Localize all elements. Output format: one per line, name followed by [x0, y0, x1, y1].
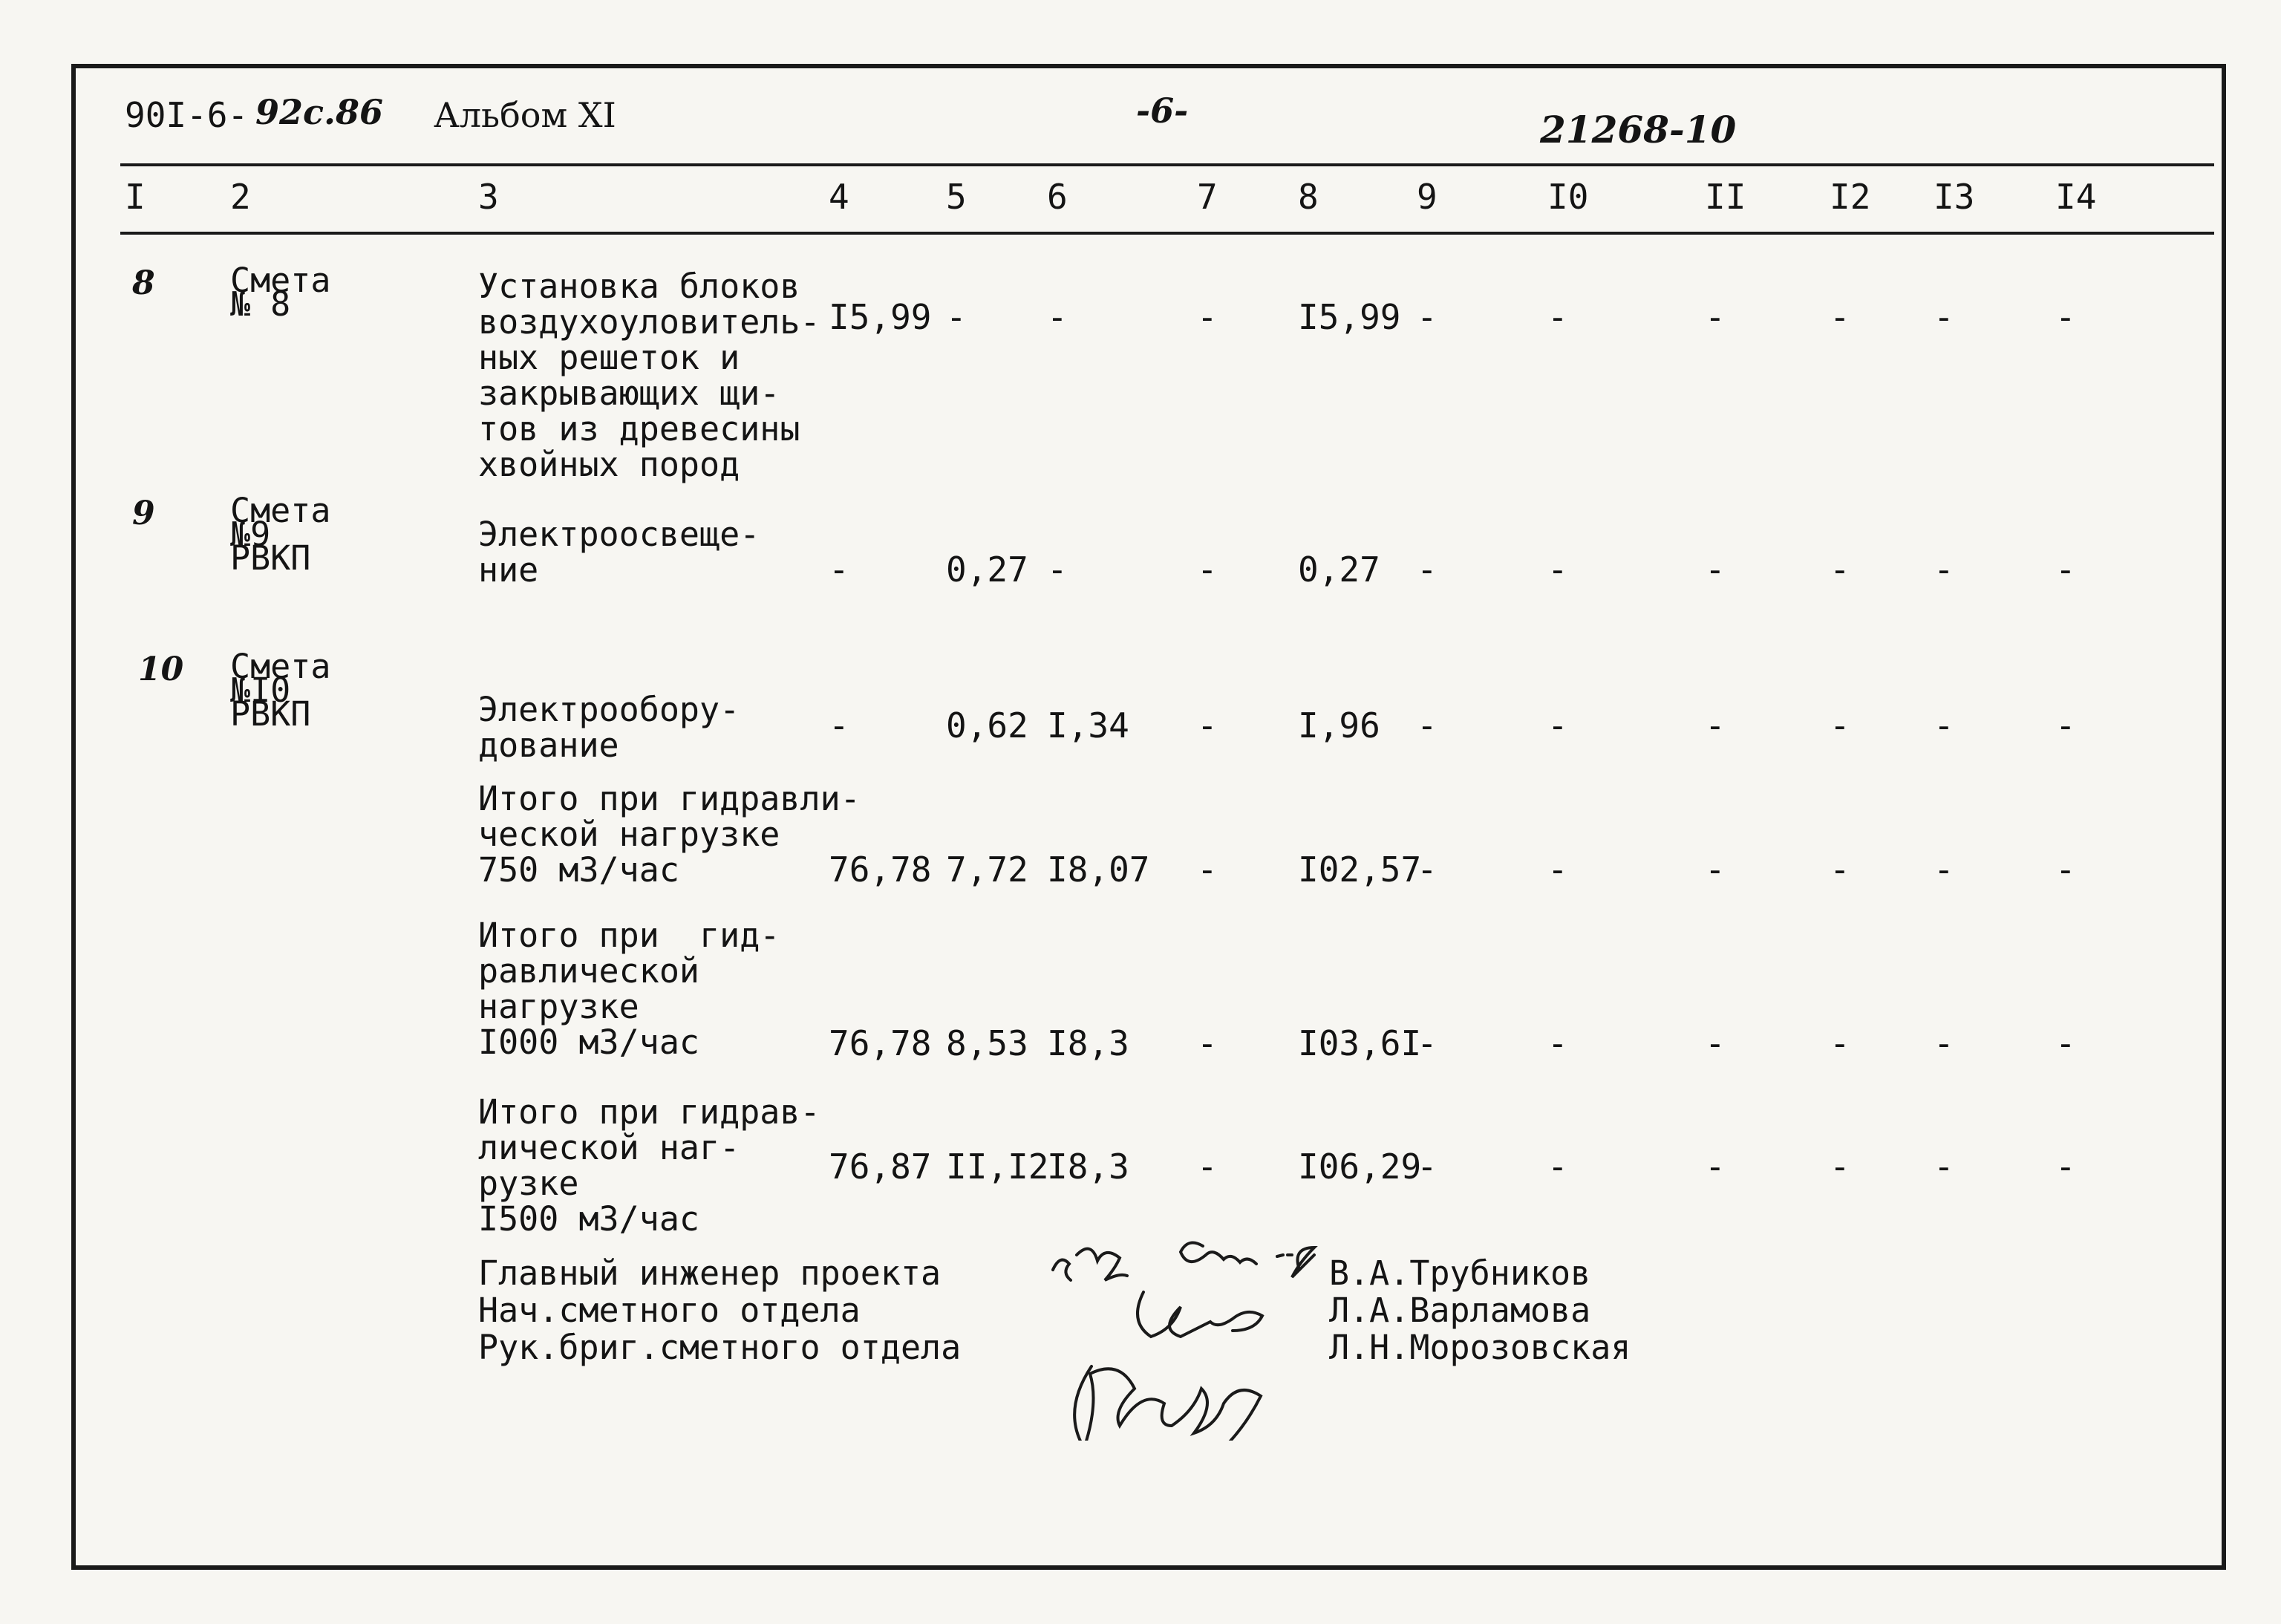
cell-value: -: [1547, 1147, 1568, 1187]
cell-value: -: [829, 705, 849, 746]
cell-value: -: [2055, 1023, 2076, 1063]
cell-value: 0,27: [946, 550, 1028, 590]
cell-value: -: [1547, 550, 1568, 590]
column-number: 6: [1047, 177, 1068, 217]
signer-role: Нач.сметного отдела: [478, 1291, 861, 1330]
cell-value: -: [946, 297, 967, 337]
signer-role: Главный инженер проекта: [478, 1253, 942, 1293]
column-number: I2: [1830, 177, 1871, 217]
cell-value: I5,99: [1298, 297, 1401, 337]
cell-value: -: [1705, 849, 1726, 890]
album-label: Альбом XI: [434, 95, 616, 135]
cell-value: -: [2055, 705, 2076, 746]
cell-value: -: [1830, 705, 1850, 746]
column-number: 3: [478, 177, 499, 217]
cell-value: -: [1047, 550, 1068, 590]
column-number: I4: [2055, 177, 2097, 217]
total-description: Итого при гидравли- ческой нагрузке 750 м3/час: [478, 779, 861, 890]
row-number: 8: [132, 264, 155, 302]
cell-value: -: [1705, 1147, 1726, 1187]
cell-value: -: [1047, 297, 1068, 337]
cell-value: -: [1197, 1147, 1218, 1187]
cell-value: -: [2055, 849, 2076, 890]
column-number: II: [1705, 177, 1746, 217]
cell-value: -: [1417, 550, 1438, 590]
column-number: I3: [1934, 177, 1975, 217]
cell-value: -: [1417, 1147, 1438, 1187]
cell-value: 0,27: [1298, 550, 1380, 590]
column-number: I: [125, 177, 146, 217]
column-number: 4: [829, 177, 849, 217]
cell-value: I02,57: [1298, 849, 1422, 890]
cell-value: 8,53: [946, 1023, 1028, 1063]
total-description: Итого при гид- равлической нагрузке I000 м3/час: [478, 916, 780, 1062]
cell-value: -: [2055, 297, 2076, 337]
header-rule-bottom: [120, 232, 2214, 235]
cell-value: -: [1547, 1023, 1568, 1063]
row-number: 10: [138, 650, 184, 688]
cell-value: 0,62: [946, 705, 1028, 746]
work-description: Электрообору- дование: [478, 690, 740, 765]
cell-value: -: [1197, 849, 1218, 890]
cell-value: 7,72: [946, 849, 1028, 890]
cell-value: -: [1705, 550, 1726, 590]
cell-value: I8,07: [1047, 849, 1150, 890]
cell-value: -: [1197, 1023, 1218, 1063]
cell-value: -: [1417, 705, 1438, 746]
cell-value: I03,6I: [1298, 1023, 1422, 1063]
signer-name: В.А.Трубников: [1329, 1253, 1591, 1293]
column-number: 2: [230, 177, 251, 217]
cell-value: -: [1705, 297, 1726, 337]
cell-value: -: [1197, 705, 1218, 746]
estimate-ref: Смета №9 РВКП: [230, 491, 331, 578]
cell-value: I5,99: [829, 297, 932, 337]
cell-value: I8,3: [1047, 1147, 1129, 1187]
cell-value: -: [1934, 705, 1954, 746]
cell-value: -: [1934, 1023, 1954, 1063]
cell-value: -: [1705, 705, 1726, 746]
cell-value: -: [1197, 297, 1218, 337]
doc-code-handwritten: 92c.86: [255, 92, 384, 132]
cell-value: -: [829, 550, 849, 590]
header-rule-top: [120, 163, 2214, 166]
cell-value: II,I2: [946, 1147, 1049, 1187]
work-description: Установка блоков воздухоуловитель- ных решеток и закрывающих щи- тов из древесины хвойных пород: [478, 267, 820, 484]
column-number: 5: [946, 177, 967, 217]
cell-value: -: [1934, 1147, 1954, 1187]
cell-value: -: [1547, 705, 1568, 746]
cell-value: -: [1417, 849, 1438, 890]
cell-value: -: [1830, 550, 1850, 590]
cell-value: -: [1830, 1023, 1850, 1063]
cell-value: I8,3: [1047, 1023, 1129, 1063]
cell-value: -: [1417, 297, 1438, 337]
cell-value: 76,87: [829, 1147, 932, 1187]
cell-value: -: [1830, 849, 1850, 890]
cell-value: -: [1934, 297, 1954, 337]
doc-code-typed: 90I-6-: [125, 95, 249, 135]
cell-value: -: [1547, 849, 1568, 890]
cell-value: I06,29: [1298, 1147, 1422, 1187]
signer-role: Рук.бриг.сметного отдела: [478, 1328, 962, 1367]
cell-value: -: [1547, 297, 1568, 337]
column-number: I0: [1547, 177, 1589, 217]
archive-stamp: 21268-10: [1540, 108, 1737, 151]
cell-value: I,96: [1298, 705, 1380, 746]
cell-value: -: [1417, 1023, 1438, 1063]
signer-name: Л.А.Варламова: [1329, 1291, 1591, 1330]
cell-value: -: [1830, 1147, 1850, 1187]
cell-value: -: [1830, 297, 1850, 337]
cell-value: -: [1934, 550, 1954, 590]
signer-name: Л.Н.Морозовская: [1329, 1328, 1631, 1367]
page-number: -6-: [1136, 91, 1189, 131]
cell-value: -: [2055, 1147, 2076, 1187]
estimate-ref: Смета №I0 РВКП: [230, 647, 331, 734]
estimate-ref: Смета № 8: [230, 261, 331, 324]
cell-value: I,34: [1047, 705, 1129, 746]
handwritten-signatures: [1040, 1218, 1337, 1441]
cell-value: 76,78: [829, 1023, 932, 1063]
cell-value: 76,78: [829, 849, 932, 890]
cell-value: -: [1705, 1023, 1726, 1063]
column-number: 8: [1298, 177, 1319, 217]
column-number: 7: [1197, 177, 1218, 217]
cell-value: -: [1934, 849, 1954, 890]
total-description: Итого при гидрав- лической наг- рузке I500 м3/час: [478, 1092, 820, 1239]
cell-value: -: [2055, 550, 2076, 590]
column-number: 9: [1417, 177, 1438, 217]
work-description: Электроосвеще- ние: [478, 515, 760, 590]
row-number: 9: [132, 495, 155, 532]
cell-value: -: [1197, 550, 1218, 590]
